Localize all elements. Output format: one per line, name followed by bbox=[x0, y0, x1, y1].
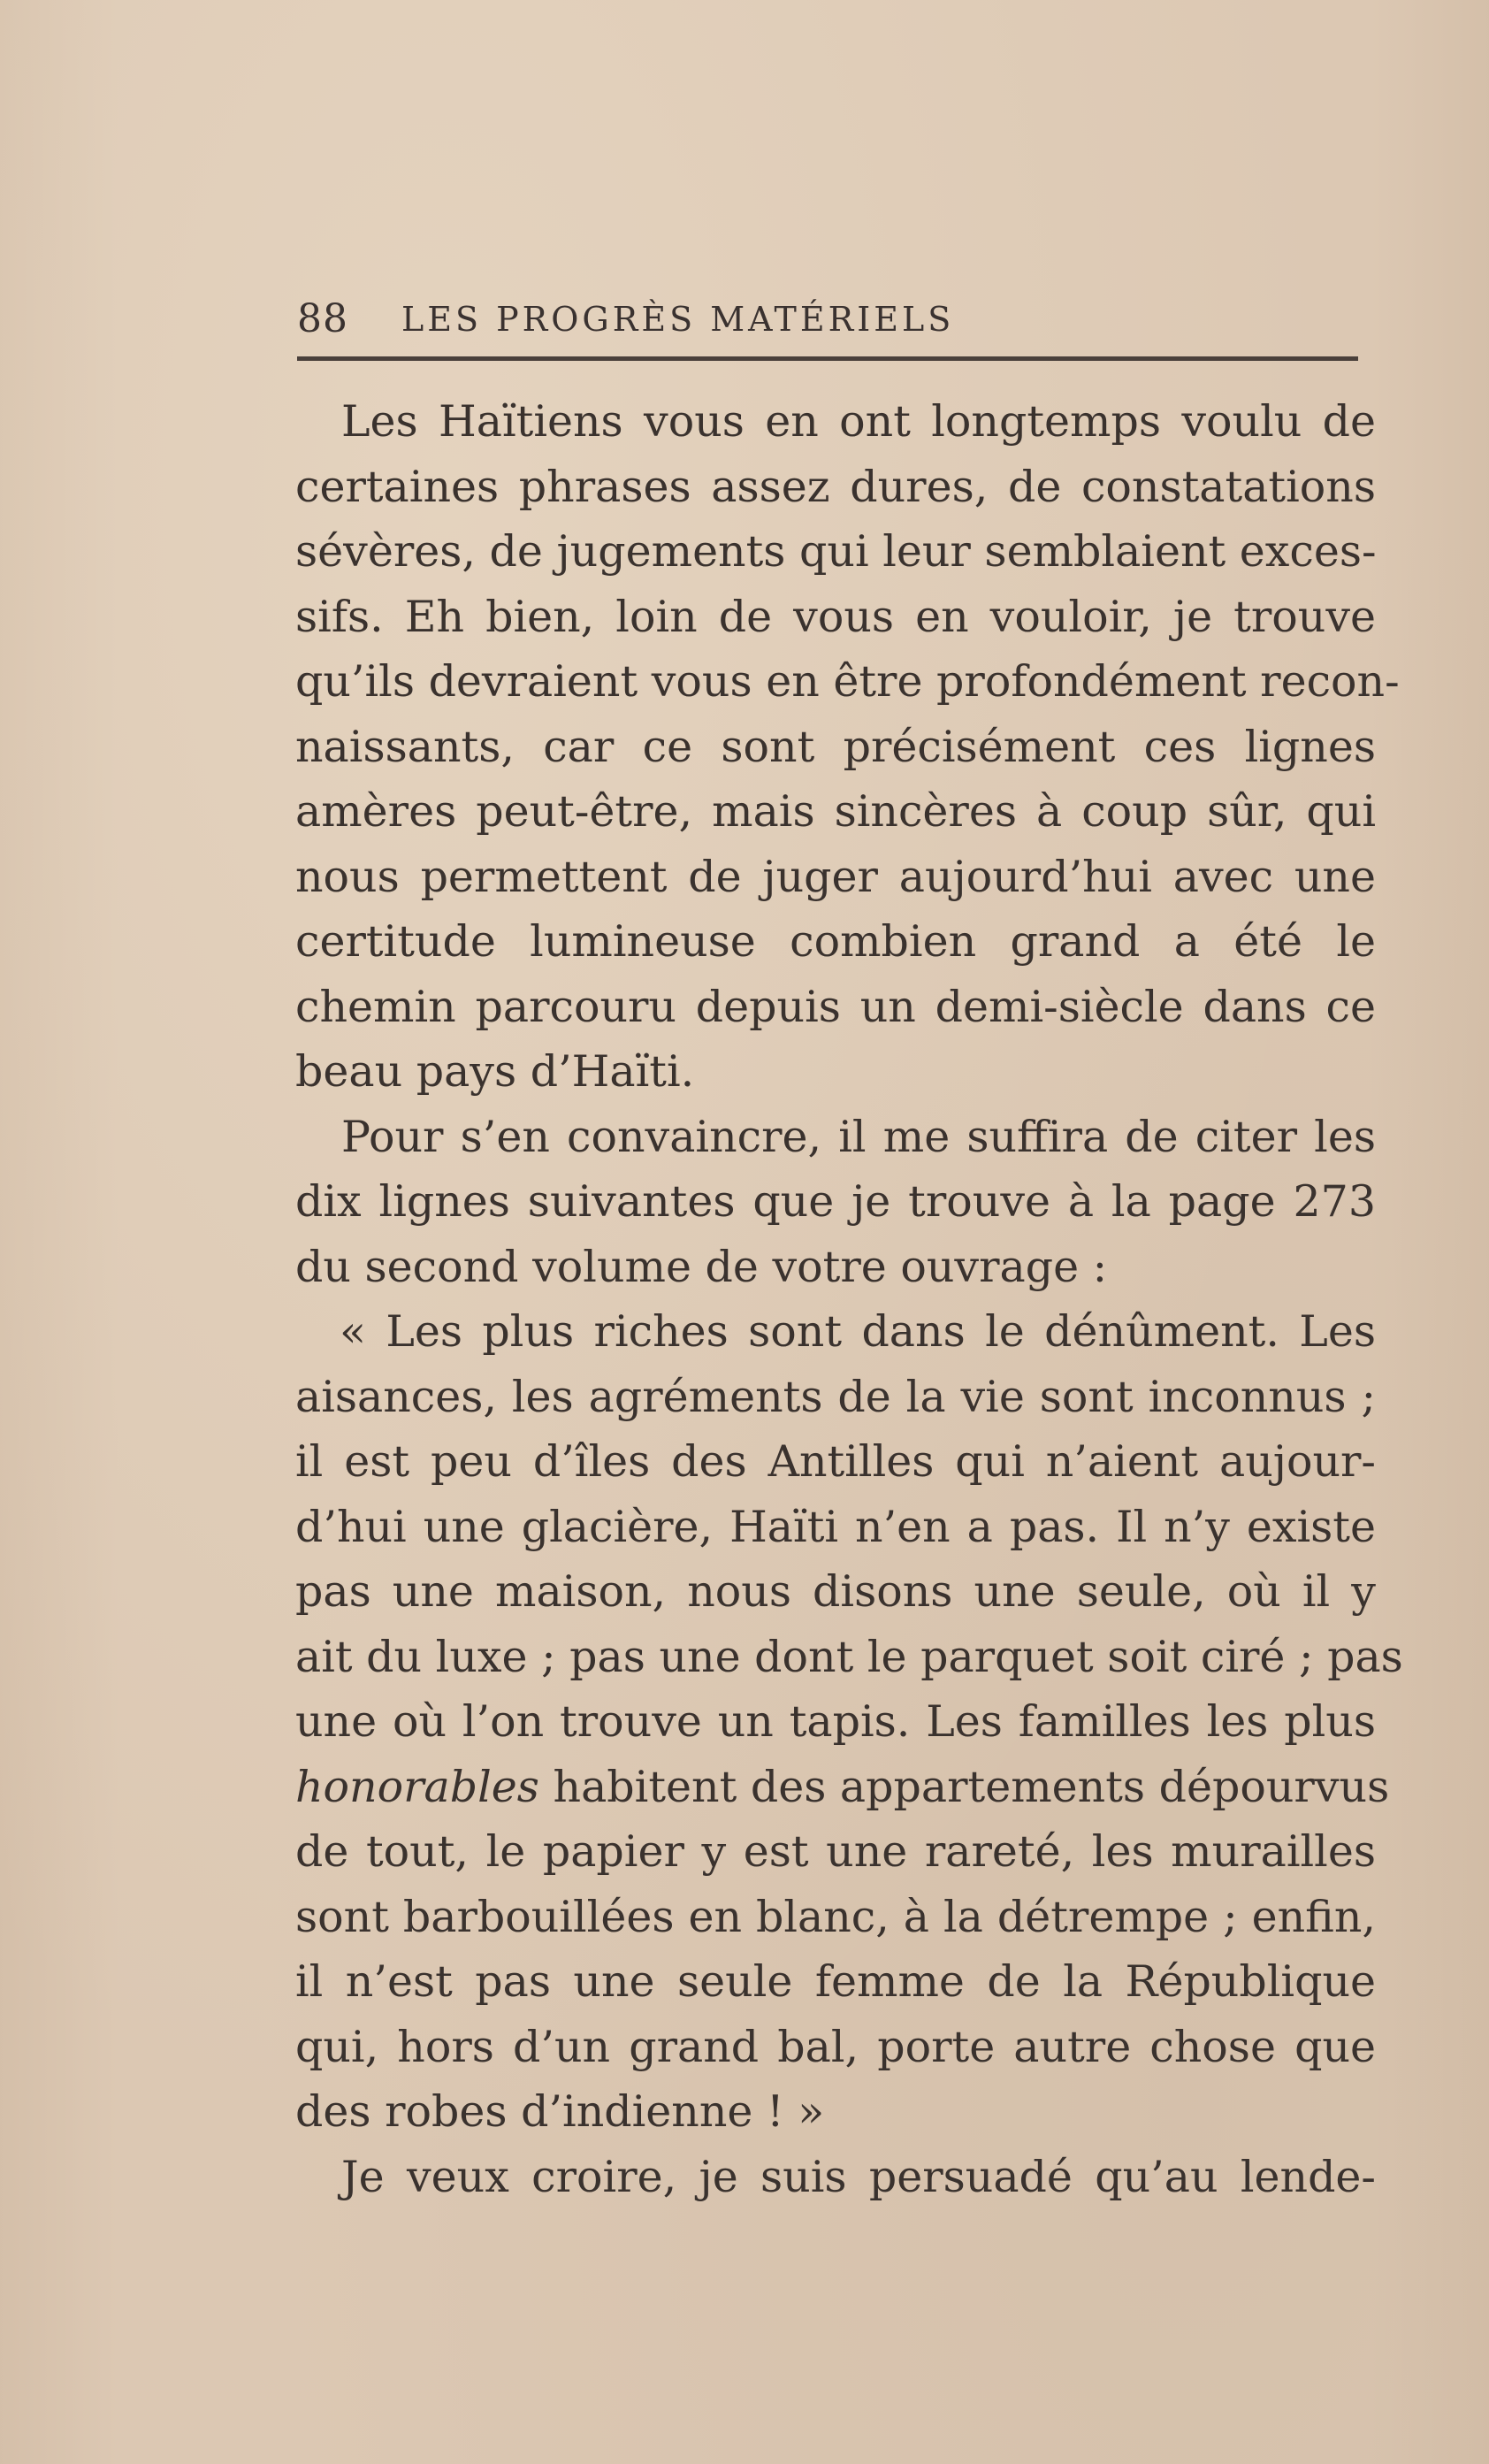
text-line: il n’est pas une seule femme de la République bbox=[295, 1956, 1376, 2007]
text-line: « Les plus riches sont dans le dénûment. Les bbox=[340, 1306, 1376, 1357]
text-line: pas une maison, nous disons une seule, où il y bbox=[295, 1566, 1376, 1617]
text-line: qu’ils devraient vous en être profondément recon- bbox=[295, 656, 1400, 707]
italic-word: honorables bbox=[295, 1761, 539, 1812]
text-line: Les Haïtiens vous en ont longtemps voulu de bbox=[341, 396, 1376, 447]
text-line: d’hui une glacière, Haïti n’en a pas. Il n’y existe bbox=[295, 1501, 1376, 1552]
text-line-rest: habitent des appartements dépourvus bbox=[538, 1761, 1390, 1812]
page-number: 88 bbox=[297, 296, 348, 341]
text-line: qui, hors d’un grand bal, porte autre chose que bbox=[295, 2021, 1376, 2072]
text-line: sifs. Eh bien, loin de vous en vouloir, je trouve bbox=[295, 591, 1376, 642]
text-line: une où l’on trouve un tapis. Les familles les plus bbox=[295, 1696, 1376, 1747]
text-line: Je veux croire, je suis persuadé qu’au lende- bbox=[341, 2151, 1376, 2202]
text-line: Pour s’en convaincre, il me suffira de citer les bbox=[341, 1111, 1376, 1162]
running-title: LES PROGRÈS MATÉRIELS bbox=[401, 300, 955, 339]
text-line: sont barbouillées en blanc, à la détrempe ; enfin, bbox=[295, 1891, 1376, 1942]
text-line: sévères, de jugements qui leur semblaient exces- bbox=[295, 526, 1377, 577]
text-line: dix lignes suivantes que je trouve à la page 273 bbox=[295, 1176, 1376, 1227]
text-line bbox=[295, 1755, 1390, 1820]
text-line: certaines phrases assez dures, de constatations bbox=[295, 461, 1376, 512]
text-line: beau pays d’Haïti. bbox=[295, 1046, 695, 1097]
text-line: naissants, car ce sont précisément ces lignes bbox=[295, 721, 1376, 772]
text-line: des robes d’indienne ! » bbox=[295, 2086, 825, 2137]
running-head bbox=[297, 296, 1358, 349]
body-text bbox=[295, 389, 1403, 2209]
text-line: aisances, les agréments de la vie sont inconnus ; bbox=[295, 1371, 1376, 1422]
text-line: nous permettent de juger aujourd’hui avec une bbox=[295, 851, 1376, 902]
text-line: du second volume de votre ouvrage : bbox=[295, 1241, 1108, 1292]
text-line: ait du luxe ; pas une dont le parquet soit ciré ; pas bbox=[295, 1631, 1403, 1682]
text-line: chemin parcouru depuis un demi-siècle dans ce bbox=[295, 981, 1376, 1032]
text-line: de tout, le papier y est une rareté, les murailles bbox=[295, 1826, 1376, 1877]
text-line: certitude lumineuse combien grand a été le bbox=[295, 916, 1376, 967]
text-line: amères peut-être, mais sincères à coup sûr, qui bbox=[295, 786, 1376, 837]
header-rule bbox=[297, 356, 1358, 361]
text-line: il est peu d’îles des Antilles qui n’aient aujour- bbox=[295, 1436, 1376, 1487]
